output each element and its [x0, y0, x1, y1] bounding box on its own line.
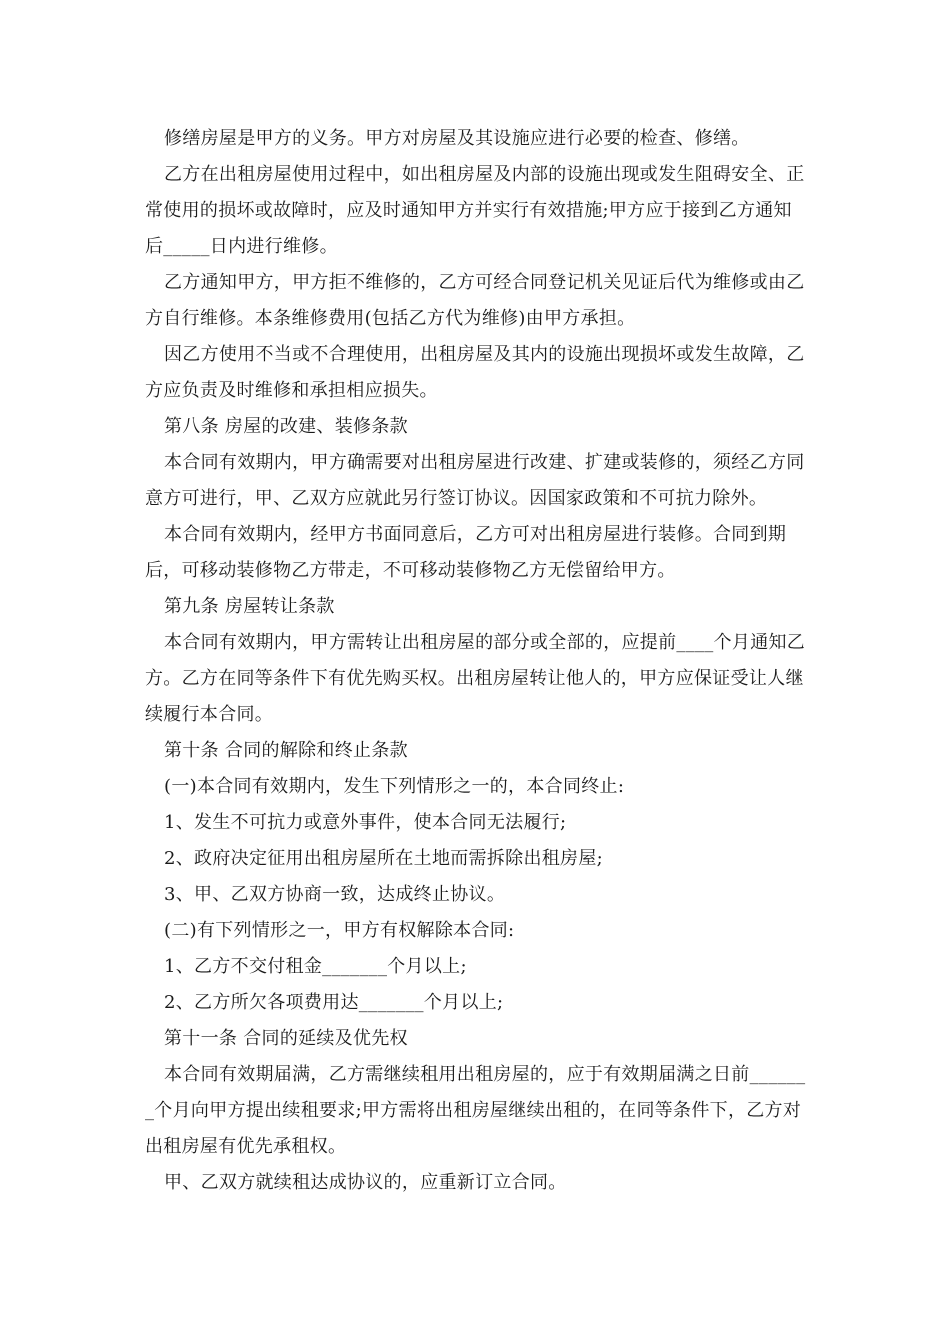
- section-heading: 第八条 房屋的改建、装修条款: [164, 416, 408, 437]
- list-intro: (二)有下列情形之一，甲方有权解除本合同:: [164, 920, 515, 941]
- section-heading: 第十条 合同的解除和终止条款: [164, 740, 408, 761]
- paragraph: 本合同有效期内，甲方确需要对出租房屋进行改建、扩建或装修的，须经乙方同意方可进行，甲、乙双方应就此另行签订协议。因国家政策和不可抗力除外。: [145, 452, 805, 509]
- paragraph: 本合同有效期内，甲方需转让出租房屋的部分或全部的，应提前____个月通知乙方。乙方在同等条件下有优先购买权。出租房屋转让他人的，甲方应保证受让人继续履行本合同。: [145, 632, 806, 725]
- document-body: [145, 121, 810, 1201]
- list-item: 1、发生不可抗力或意外事件，使本合同无法履行;: [164, 812, 567, 833]
- paragraph: 修缮房屋是甲方的义务。甲方对房屋及其设施应进行必要的检查、修缮。: [164, 128, 750, 149]
- paragraph: 乙方通知甲方，甲方拒不维修的，乙方可经合同登记机关见证后代为维修或由乙方自行维修。本条维修费用(包括乙方代为维修)由甲方承担。: [145, 272, 805, 329]
- list-item: 2、乙方所欠各项费用达_______个月以上;: [164, 992, 504, 1013]
- section-heading: 第九条 房屋转让条款: [164, 596, 335, 617]
- list-intro: (一)本合同有效期内，发生下列情形之一的，本合同终止:: [164, 776, 625, 797]
- paragraph: 甲、乙双方就续租达成协议的，应重新订立合同。: [164, 1172, 567, 1193]
- section-heading: 第十一条 合同的延续及优先权: [164, 1028, 408, 1049]
- list-item: 3、甲、乙双方协商一致，达成终止协议。: [164, 884, 506, 905]
- paragraph: 本合同有效期内，经甲方书面同意后，乙方可对出租房屋进行装修。合同到期后，可移动装修物乙方带走，不可移动装修物乙方无偿留给甲方。: [145, 524, 787, 581]
- list-item: 2、政府决定征用出租房屋所在土地而需拆除出租房屋;: [164, 848, 604, 869]
- paragraph: 本合同有效期届满，乙方需继续租用出租房屋的，应于有效期届满之日前_______个月向甲方提出续租要求;甲方需将出租房屋继续出租的，在同等条件下，乙方对出租房屋有优先承租权。: [145, 1064, 806, 1157]
- paragraph: 乙方在出租房屋使用过程中，如出租房屋及内部的设施出现或发生阻碍安全、正常使用的损坏或故障时，应及时通知甲方并实行有效措施;甲方应于接到乙方通知后_____日内进行维修。: [145, 164, 805, 257]
- paragraph: 因乙方使用不当或不合理使用，出租房屋及其内的设施出现损坏或发生故障，乙方应负责及时维修和承担相应损失。: [145, 344, 805, 401]
- list-item: 1、乙方不交付租金_______个月以上;: [164, 956, 467, 977]
